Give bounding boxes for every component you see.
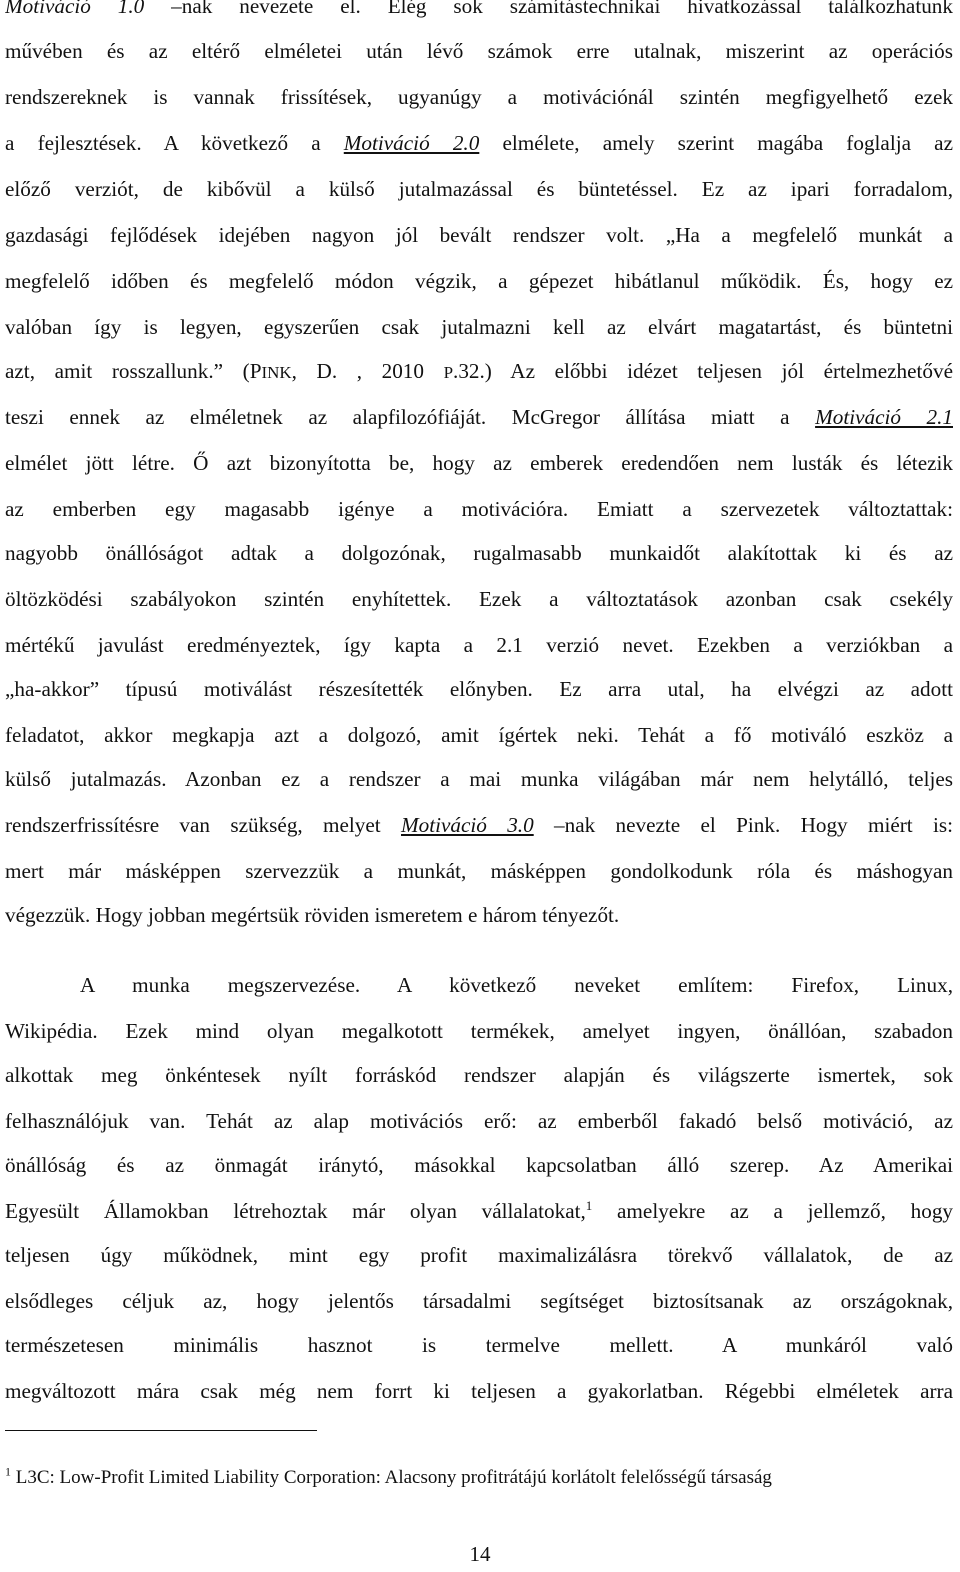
body-text: elmélete, amely szerint magába foglalja az	[479, 131, 953, 155]
footnote-reference[interactable]: 1	[585, 1197, 593, 1213]
body-line: mértékű javulást eredményeztek, így kapta a 2.1 verzió nevet. Ezekben a verziókban a	[5, 633, 953, 657]
body-line: elsődleges céljuk az, hogy jelentős társadalmi segítséget biztosítsanak az országoknak,	[5, 1289, 953, 1313]
body-line: természetesen minimális hasznot is termelve mellett. A munkáról való	[5, 1333, 953, 1357]
body-text: teszi ennek az elméletnek az alapfilozófiáját. McGregor állítása miatt a	[5, 405, 816, 429]
small-caps-text: INK	[261, 363, 292, 382]
body-line: teljesen úgy működnek, mint egy profit maximalizálásra törekvő vállalatok, de az	[5, 1243, 953, 1267]
body-line: nagyobb önállóságot adtak a dolgozónak, rugalmasabb munkaidőt alakítottak ki és az	[5, 541, 953, 565]
body-line: külső jutalmazás. Azonban ez a rendszer a mai munka világában már nem helytálló, teljes	[5, 767, 953, 791]
body-text: azt, amit rosszallunk.” (P	[5, 359, 262, 383]
body-line: A munka megszervezése. A következő neveket említem: Firefox, Linux,	[80, 973, 953, 997]
body-line: valóban így is legyen, egyszerűen csak jutalmazni kell az elvárt magatartást, és büntetni	[5, 315, 953, 339]
body-line	[5, 356, 953, 388]
body-line: az emberben egy magasabb igénye a motivációra. Emiatt a szervezetek változtattak:	[5, 497, 953, 521]
body-line: alkottak meg önkéntesek nyílt forráskód rendszer alapján és világszerte ismertek, sok	[5, 1063, 953, 1087]
body-text: , D. , 2010	[291, 359, 444, 383]
body-text: amelyekre az a jellemző, hogy	[592, 1199, 953, 1223]
body-line: „ha-akkor” típusú motiválást részesítették előnyben. Ez arra utal, ha elvégzi az adott	[5, 677, 953, 701]
body-line: elmélet jött létre. Ő azt bizonyította be, hogy az emberek eredendően nem lusták és létezik	[5, 451, 953, 475]
body-line: végezzük. Hogy jobban megértsük röviden ismeretem e három tényezőt.	[5, 903, 620, 927]
italic-underlined-term: Motiváció 3.0	[401, 813, 534, 837]
body-line: önállóság és az önmagát iránytó, másokkal kapcsolatban álló szerep. Az Amerikai	[5, 1153, 953, 1177]
body-line: rendszereknek is vannak frissítések, ugyanúgy a motivációnál szintén megfigyelhető ezek	[5, 85, 953, 109]
footnote-divider	[5, 1430, 317, 1431]
body-line	[5, 810, 953, 840]
body-line: felhasználójuk van. Tehát az alap motivációs erő: az emberből fakadó belső motiváció, az	[5, 1109, 953, 1133]
footnote-number: 1	[5, 1464, 11, 1479]
body-line: Wikipédia. Ezek mind olyan megalkotott termékek, amelyet ingyen, önállóan, szabadon	[5, 1019, 953, 1043]
body-text: –nak nevezete el. Elég sok számítástechnikai hivatkozással találkozhatunk	[144, 0, 953, 18]
small-caps-text: P	[443, 363, 454, 382]
body-line: öltözködési szabályokon szintén enyhítettek. Ezek a változtatások azonban csak csekély	[5, 587, 953, 611]
body-line: előző verziót, de kibővül a külső jutalmazással és büntetéssel. Ez az ipari forradalom,	[5, 177, 953, 201]
body-line: megváltozott mára csak még nem forrt ki teljesen a gyakorlatban. Régebbi elméletek arra	[5, 1379, 953, 1403]
footnote	[5, 1466, 772, 1490]
body-line	[5, 128, 953, 158]
body-line	[5, 1196, 953, 1226]
body-line	[5, 0, 953, 21]
body-line	[5, 402, 953, 432]
body-text: –nak nevezte el Pink. Hogy miért is:	[533, 813, 953, 837]
italic-underlined-term: Motiváció 2.0	[343, 131, 480, 155]
body-text: a fejlesztések. A következő a	[5, 131, 344, 155]
body-text: Egyesült Államokban létrehoztak már olyan vállalatokat,	[5, 1199, 586, 1223]
page-number: 14	[469, 1542, 491, 1566]
body-text: .32.) Az előbbi idézet teljesen jól értelmezhetővé	[453, 359, 953, 383]
body-line: művében és az eltérő elméletei után lévő számok erre utalnak, miszerint az operációs	[5, 39, 953, 63]
body-line: feladatot, akkor megkapja azt a dolgozó, amit ígértek neki. Tehát a fő motiváló eszköz a	[5, 723, 953, 747]
italic-underlined-term: Motiváció 2.1	[815, 405, 953, 429]
body-line: megfelelő időben és megfelelő módon végzik, a gépezet hibátlanul működik. És, hogy ez	[5, 269, 953, 293]
body-line: mert már másképpen szervezzük a munkát, másképpen gondolkodunk róla és máshogyan	[5, 859, 953, 883]
body-line: gazdasági fejlődések idejében nagyon jól bevált rendszer volt. „Ha a megfelelő munkát a	[5, 223, 953, 247]
footnote-text: L3C: Low-Profit Limited Liability Corporation: Alacsony profitrátájú korlátolt felelősségű társaság	[11, 1467, 772, 1488]
body-text: rendszerfrissítésre van szükség, melyet	[5, 813, 401, 837]
italic-term: Motiváció 1.0	[5, 0, 145, 18]
